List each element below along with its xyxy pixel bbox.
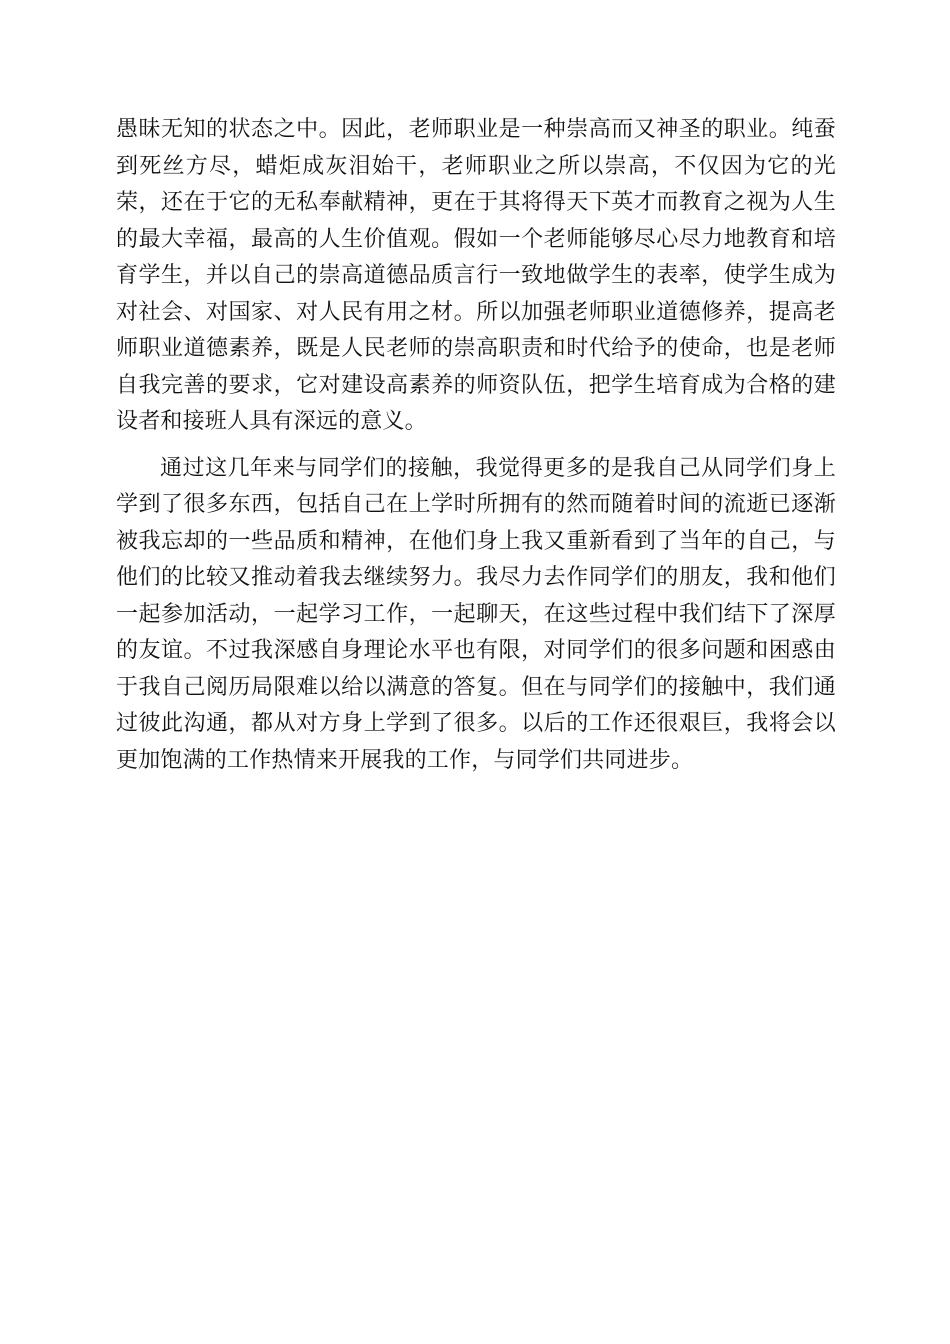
paragraph-2-line-6: 的友谊。不过我深感自身理论水平也有限，对同学们的很多问题和困惑由 [116, 638, 836, 663]
paragraph-2-line-7: 于我自己阅历局限难以给以满意的答复。但在与同学们的接触中，我们通 [116, 674, 836, 700]
paragraph-1-line-8: 自我完善的要求，它对建设高素养的师资队伍，把学生培育成为合格的建 [116, 372, 836, 398]
document-body [116, 112, 836, 779]
paragraph-2-line-2: 学到了很多东西，包括自己在上学时所拥有的然而随着时间的流逝已逐渐 [116, 492, 836, 517]
paragraph-1-line-2: 到死丝方尽，蜡炬成灰泪始干，老师职业之所以崇高，不仅因为它的光 [116, 153, 836, 179]
paragraph-1-line-6: 对社会、对国家、对人民有用之材。所以加强老师职业道德修养，提高老 [116, 299, 836, 325]
paragraph-2-line-8: 过彼此沟通，都从对方身上学到了很多。以后的工作还很艰巨，我将会以 [116, 711, 836, 736]
paragraph-1 [116, 112, 836, 441]
paragraph-spacer [116, 441, 836, 451]
paragraph-2 [116, 451, 836, 780]
paragraph-1-line-5: 育学生，并以自己的崇高道德品质言行一致地做学生的表率，使学生成为 [116, 263, 836, 288]
paragraph-1-line-3: 荣，还在于它的无私奉献精神，更在于其将得天下英才而教育之视为人生 [116, 190, 836, 215]
paragraph-2-line-9: 更加饱满的工作热情来开展我的工作，与同学们共同进步。 [116, 747, 694, 773]
paragraph-1-line-9: 设者和接班人具有深远的意义。 [116, 409, 427, 434]
paragraph-1-line-1: 愚昧无知的状态之中。因此，老师职业是一种崇高而又神圣的职业。纯蚕 [116, 117, 836, 142]
paragraph-2-line-5: 一起参加活动，一起学习工作，一起聊天，在这些过程中我们结下了深厚 [116, 601, 836, 627]
paragraph-2-line-3: 被我忘却的一些品质和精神，在他们身上我又重新看到了当年的自己，与 [116, 528, 836, 554]
paragraph-2-line-4: 他们的比较又推动着我去继续努力。我尽力去作同学们的朋友，我和他们 [116, 565, 836, 590]
paragraph-1-line-4: 的最大幸福，最高的人生价值观。假如一个老师能够尽心尽力地教育和培 [116, 226, 836, 252]
paragraph-1-line-7: 师职业道德素养，既是人民老师的崇高职责和时代给予的使命，也是老师 [116, 336, 836, 361]
paragraph-2-line-1: 通过这几年来与同学们的接触，我觉得更多的是我自己从同学们身上 [160, 455, 836, 481]
